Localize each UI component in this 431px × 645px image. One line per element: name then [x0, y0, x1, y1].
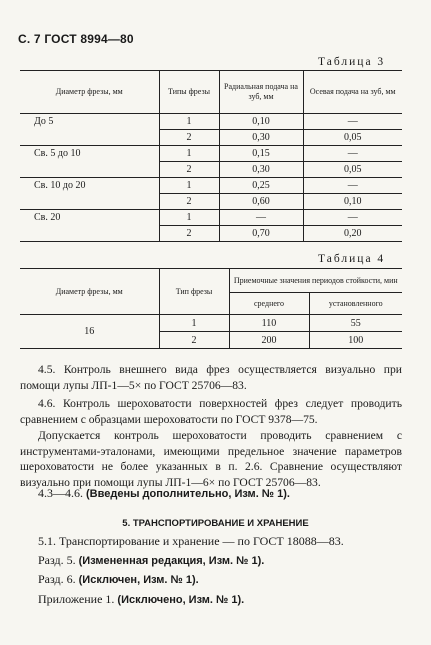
t3-cell-type: 1: [159, 210, 219, 226]
t4-cell-type: 1: [159, 315, 229, 332]
t4-cell-average: 200: [229, 332, 309, 349]
section-title: 5. ТРАНСПОРТИРОВАНИЕ И ХРАНЕНИЕ: [122, 518, 309, 529]
t3-cell-diameter: Св. 5 до 10: [20, 146, 159, 162]
t4-header-average: среднего: [229, 293, 309, 315]
t4-cell-established: 55: [309, 315, 402, 332]
t3-cell-type: 1: [159, 146, 219, 162]
t3-cell-axial: 0,05: [303, 130, 402, 146]
t3-cell-axial: 0,10: [303, 194, 402, 210]
t4-header-group: Приемочные значения периодов стойкости, мин: [229, 269, 402, 293]
t3-cell-radial: 0,15: [219, 146, 303, 162]
table-row: [20, 178, 402, 194]
paragraph-4-6: 4.6. Контроль шероховатости поверхностей фрез следует проводить сравнением с образцами шероховатости по ГОСТ 9378—75.: [20, 397, 402, 426]
t3-cell-diameter: [20, 130, 159, 146]
t3-cell-axial: —: [303, 210, 402, 226]
t3-cell-type: 2: [159, 194, 219, 210]
paragraph-allowed: Допускается контроль шероховатости проводить сравнением с инструментами-эталонами, имеющими предельное значение параметров шероховатости не более указанных в п. 2.6. Сравнение осуществляют визуально при помощи лупы ЛП-1—6× по ГОСТ 25706—83.: [20, 429, 402, 489]
table-row: [20, 210, 402, 226]
t3-cell-radial: 0,25: [219, 178, 303, 194]
t3-cell-diameter: [20, 226, 159, 242]
amendment-4-3-4-6: [38, 486, 290, 501]
t4-header-type: Тип фрезы: [159, 269, 229, 315]
amendment-text: (Исключено, Изм. № 1).: [117, 594, 245, 606]
t3-cell-axial: 0,05: [303, 162, 402, 178]
amendment-appendix-1: [38, 592, 244, 607]
t3-cell-axial: —: [303, 178, 402, 194]
paragraph-5-1: 5.1. Транспортирование и хранение — по ГОСТ 18088—83.: [38, 534, 344, 548]
amendment-number: Приложение 1.: [38, 592, 115, 606]
amendment-section-6: [38, 572, 199, 587]
page-header: С. 7 ГОСТ 8994—80: [18, 32, 134, 46]
amendment-section-5: [38, 553, 264, 568]
t3-header-type: Типы фрезы: [159, 71, 219, 114]
t4-header-diameter: Диаметр фрезы, мм: [20, 269, 159, 315]
t4-cell-established: 100: [309, 332, 402, 349]
t3-cell-type: 2: [159, 162, 219, 178]
t3-cell-diameter: До 5: [20, 114, 159, 130]
table-row: [20, 114, 402, 130]
amendment-text: (Введены дополнительно, Изм. № 1).: [86, 488, 290, 500]
t3-cell-axial: 0,20: [303, 226, 402, 242]
table-row: [20, 194, 402, 210]
table-row: [20, 130, 402, 146]
t3-cell-radial: 0,70: [219, 226, 303, 242]
t4-cell-average: 110: [229, 315, 309, 332]
table-row: [20, 315, 402, 332]
t3-cell-radial: —: [219, 210, 303, 226]
t3-cell-radial: 0,30: [219, 162, 303, 178]
t3-cell-type: 1: [159, 114, 219, 130]
t3-header-diameter: Диаметр фрезы, мм: [20, 71, 159, 114]
table-3: [20, 70, 402, 242]
t3-cell-diameter: Св. 10 до 20: [20, 178, 159, 194]
table4-caption: Таблица 4: [318, 253, 386, 265]
amendment-text: (Исключен, Изм. № 1).: [78, 574, 199, 586]
amendment-number: 4.3—4.6.: [38, 486, 83, 500]
t3-cell-axial: —: [303, 146, 402, 162]
amendment-number: Разд. 6.: [38, 572, 76, 586]
table3-caption: Таблица 3: [318, 56, 386, 68]
t3-cell-radial: 0,30: [219, 130, 303, 146]
t4-cell-diameter: 16: [20, 315, 159, 349]
t3-cell-axial: —: [303, 114, 402, 130]
amendment-text: (Измененная редакция, Изм. № 1).: [78, 555, 265, 567]
table-4: [20, 268, 402, 349]
t3-cell-type: 1: [159, 178, 219, 194]
table-row: [20, 162, 402, 178]
t3-cell-type: 2: [159, 226, 219, 242]
t3-cell-radial: 0,10: [219, 114, 303, 130]
t3-cell-type: 2: [159, 130, 219, 146]
table-row: [20, 146, 402, 162]
t3-header-axial: Осевая подача на зуб, мм: [303, 71, 402, 114]
t3-cell-radial: 0,60: [219, 194, 303, 210]
t4-header-established: установленного: [309, 293, 402, 315]
t3-cell-diameter: Св. 20: [20, 210, 159, 226]
t3-cell-diameter: [20, 162, 159, 178]
t4-cell-type: 2: [159, 332, 229, 349]
amendment-number: Разд. 5.: [38, 553, 76, 567]
table-row: [20, 226, 402, 242]
t3-cell-diameter: [20, 194, 159, 210]
t3-header-radial: Радиальная подача на зуб, мм: [219, 71, 303, 114]
paragraph-4-5: 4.5. Контроль внешнего вида фрез осуществляется визуально при помощи лупы ЛП-1—5× по ГОСТ 25706—83.: [20, 363, 402, 392]
